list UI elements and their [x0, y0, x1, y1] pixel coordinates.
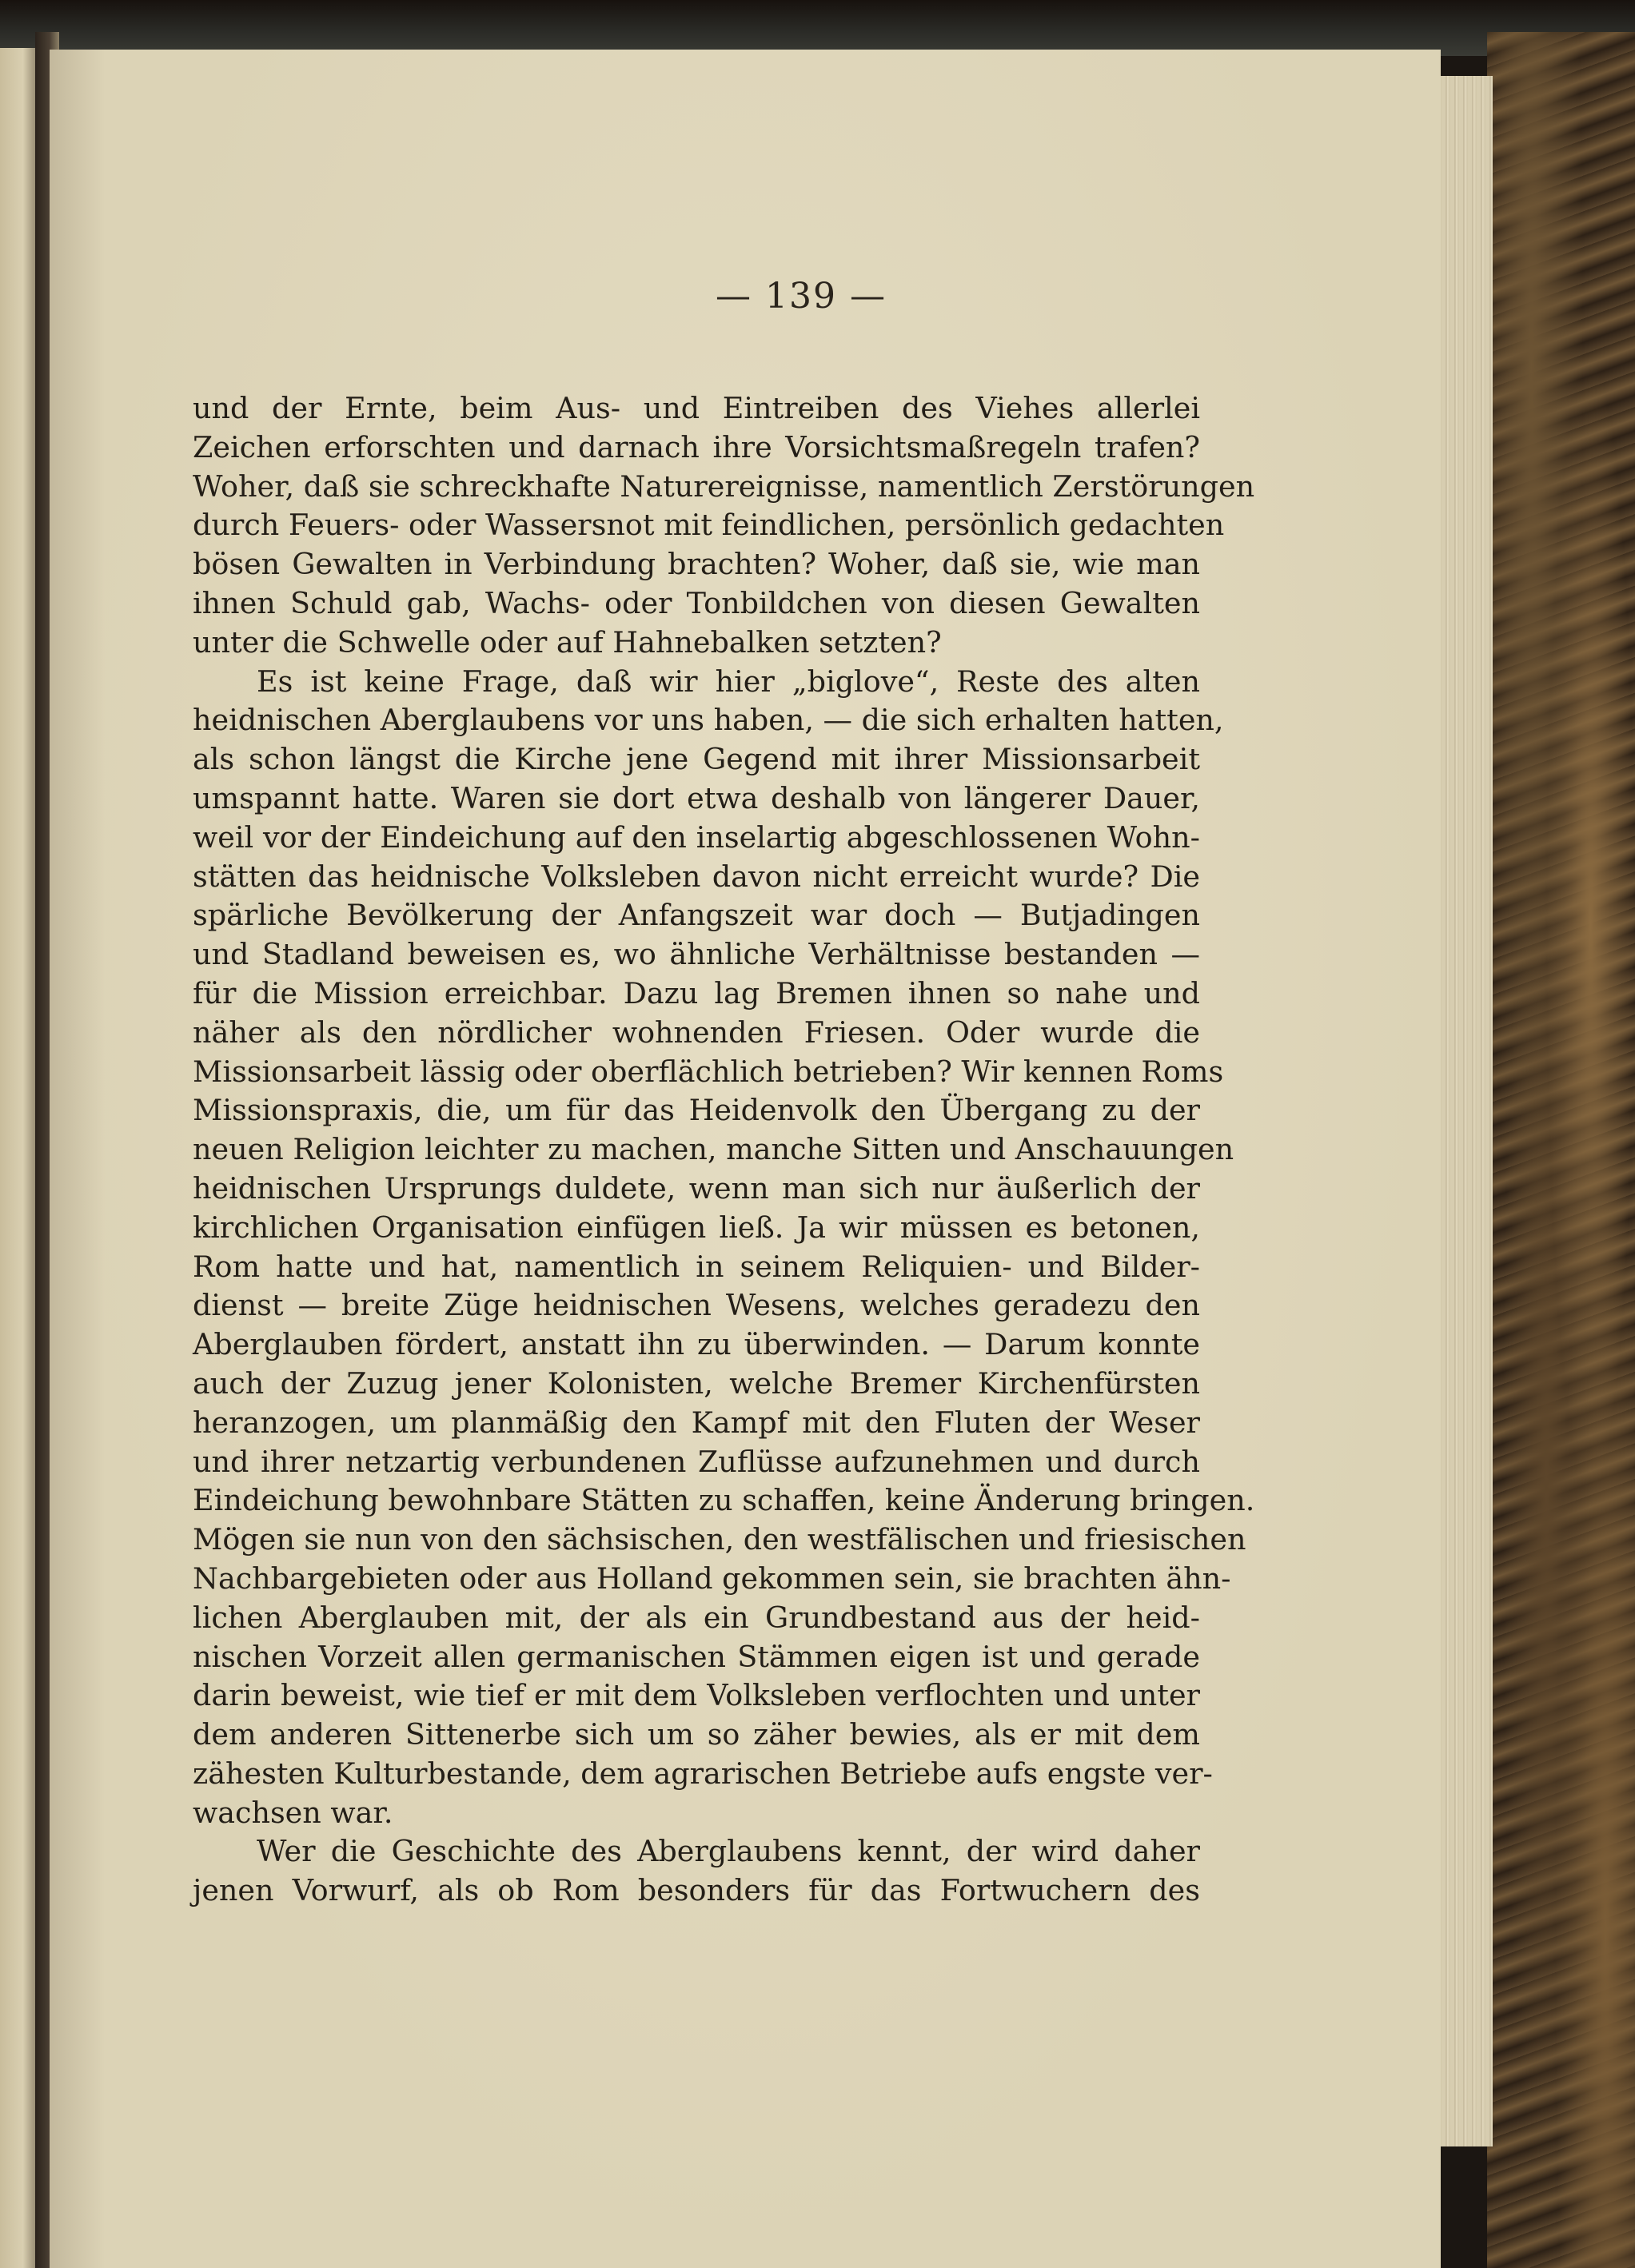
- text-line: kirchlichen Organisation einfügen ließ. Ja wir müssen es betonen,: [193, 1210, 1200, 1245]
- marbled-cover: [1487, 32, 1635, 2268]
- body-text: [193, 389, 1255, 1911]
- text-line: Eindeichung bewohnbare Stätten zu schaffen, keine Änderung bringen.: [193, 1483, 1255, 1518]
- text-line: heranzogen, um planmäßig den Kampf mit den Fluten der Weser: [193, 1405, 1200, 1440]
- text-line: Wer die Geschichte des Aberglaubens kennt, der wird daher: [257, 1834, 1200, 1869]
- text-line: bösen Gewalten in Verbindung brachten? Woher, daß sie, wie man: [193, 547, 1200, 582]
- text-line: zähesten Kulturbestande, dem agrarischen Betriebe aufs engste ver-: [193, 1756, 1213, 1791]
- text-line: und der Ernte, beim Aus- und Eintreiben des Viehes allerlei: [193, 391, 1200, 425]
- text-line: weil vor der Eindeichung auf den inselartig abgeschlossenen Wohn-: [193, 819, 1200, 855]
- text-line: jenen Vorwurf, als ob Rom besonders für das Fortwuchern des: [193, 1873, 1200, 1908]
- text-line: für die Mission erreichbar. Dazu lag Bremen ihnen so nahe und: [193, 975, 1200, 1010]
- text-line: Mögen sie nun von den sächsischen, den westfälischen und friesischen: [193, 1522, 1246, 1557]
- book-page: [50, 50, 1441, 2268]
- top-edge: [0, 0, 1635, 56]
- text-line: auch der Zuzug jener Kolonisten, welche Bremer Kirchenfürsten: [193, 1365, 1200, 1401]
- text-line: und ihrer netzartig verbundenen Zuflüsse aufzunehmen und durch: [193, 1444, 1200, 1479]
- text-line: unter die Schwelle oder auf Hahnebalken setzten?: [193, 624, 942, 660]
- text-line: durch Feuers- oder Wassersnot mit feindlichen, persönlich gedachten: [193, 508, 1225, 543]
- text-line: Missionspraxis, die, um für das Heidenvolk den Übergang zu der: [193, 1093, 1200, 1128]
- text-line: näher als den nördlicher wohnenden Friesen. Oder wurde die: [193, 1014, 1200, 1050]
- page-number: — 139 —: [716, 276, 887, 317]
- text-line: Woher, daß sie schreckhafte Naturereignisse, namentlich Zerstörungen: [193, 468, 1255, 504]
- text-line: Zeichen erforschten und darnach ihre Vorsichtsmaßregeln trafen?: [193, 429, 1200, 464]
- text-line: stätten das heidnische Volksleben davon nicht erreicht wurde? Die: [193, 859, 1200, 894]
- text-line: neuen Religion leichter zu machen, manche Sitten und Anschauungen: [193, 1132, 1234, 1167]
- text-line: spärliche Bevölkerung der Anfangszeit war doch — Butjadingen: [193, 898, 1200, 933]
- text-line: Rom hatte und hat, namentlich in seinem Reliquien- und Bilder-: [193, 1249, 1200, 1284]
- text-line: umspannt hatte. Waren sie dort etwa deshalb von längerer Dauer,: [193, 780, 1200, 815]
- text-line: dienst — breite Züge heidnischen Wesens, welches geradezu den: [193, 1288, 1200, 1323]
- text-line: wachsen war.: [193, 1795, 393, 1830]
- text-line: darin beweist, wie tief er mit dem Volksleben verflochten und unter: [193, 1678, 1200, 1713]
- text-line: und Stadland beweisen es, wo ähnliche Verhältnisse bestanden —: [193, 937, 1200, 972]
- text-line: heidnischen Ursprungs duldete, wenn man sich nur äußerlich der: [193, 1170, 1200, 1206]
- facing-page-edge: [0, 48, 38, 2268]
- text-line: Nachbargebieten oder aus Holland gekommen sein, sie brachten ähn-: [193, 1560, 1231, 1596]
- text-line: ihnen Schuld gab, Wachs- oder Tonbildchen von diesen Gewalten: [193, 585, 1200, 620]
- text-line: nischen Vorzeit allen germanischen Stämmen eigen ist und gerade: [193, 1639, 1200, 1674]
- text-line: lichen Aberglauben mit, der als ein Grundbestand aus der heid-: [193, 1600, 1200, 1635]
- text-line: heidnischen Aberglaubens vor uns haben, — die sich erhalten hatten,: [193, 703, 1224, 738]
- text-line: dem anderen Sittenerbe sich um so zäher bewies, als er mit dem: [193, 1717, 1200, 1752]
- text-line: Es ist keine Frage, daß wir hier „biglove“, Reste des alten: [257, 664, 1200, 699]
- text-line: Aberglauben fördert, anstatt ihn zu überwinden. — Darum konnte: [193, 1327, 1200, 1362]
- text-line: Missionsarbeit lässig oder oberflächlich betrieben? Wir kennen Roms: [193, 1054, 1224, 1089]
- text-line: als schon längst die Kirche jene Gegend mit ihrer Missionsarbeit: [193, 742, 1200, 777]
